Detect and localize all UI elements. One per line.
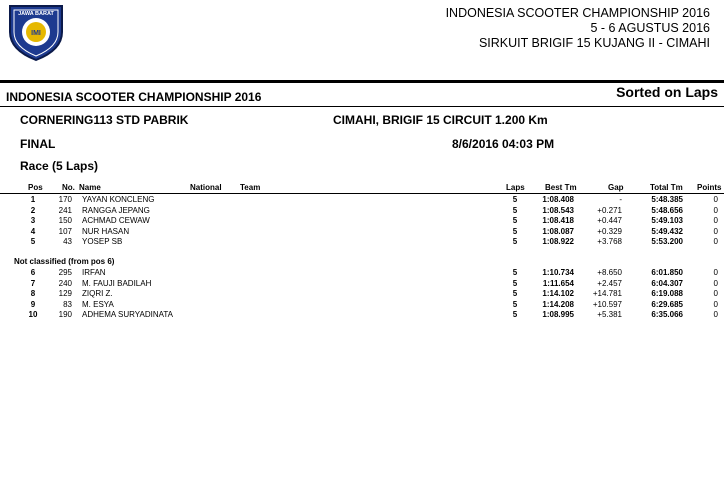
cell-name: M. FAUJI BADILAH — [82, 278, 152, 288]
col-laps: Laps — [506, 183, 525, 192]
cell-total: 6:19.088 — [651, 289, 683, 298]
logo-banner-text: JAWA BARAT — [18, 11, 54, 17]
cell-laps: 5 — [512, 205, 518, 215]
cell-laps: 5 — [512, 278, 518, 288]
cell-total: 6:01.850 — [651, 268, 683, 277]
cell-name: IRFAN — [82, 268, 106, 277]
cell-no: 241 — [58, 205, 72, 215]
cell-pos: 2 — [30, 205, 36, 215]
header-divider — [0, 80, 724, 83]
cell-best: 1:14.102 — [542, 289, 574, 298]
event-header — [446, 6, 710, 51]
cell-gap: +5.381 — [597, 310, 622, 319]
cell-gap: +0.271 — [597, 205, 622, 215]
cell-points: 0 — [713, 289, 718, 298]
cell-gap: +0.447 — [597, 216, 622, 225]
cell-no: 170 — [58, 195, 72, 204]
cell-points: 0 — [713, 226, 718, 236]
cell-laps: 5 — [512, 216, 518, 225]
session-datetime: 8/6/2016 04:03 PM — [452, 137, 555, 151]
cell-pos: 7 — [30, 278, 36, 288]
col-no: No. — [62, 183, 75, 192]
cell-gap: +2.457 — [597, 278, 622, 288]
cell-no: 190 — [58, 310, 72, 319]
cell-points: 0 — [713, 195, 718, 204]
page-title: INDONESIA SCOOTER CHAMPIONSHIP 2016 — [6, 90, 262, 104]
session-name: FINAL — [20, 137, 56, 151]
not-classified-label: Not classified (from pos 6) — [14, 257, 115, 266]
col-total: Total Tm — [650, 183, 683, 192]
cell-no: 107 — [58, 226, 72, 236]
cell-points: 0 — [713, 299, 718, 309]
cell-pos: 4 — [30, 226, 36, 236]
class-name: CORNERING113 STD PABRIK — [20, 113, 189, 127]
cell-best: 1:08.087 — [542, 226, 574, 236]
cell-name: RANGGA JEPANG — [82, 205, 150, 215]
col-name: Name — [79, 183, 101, 192]
col-points: Points — [697, 183, 722, 192]
event-header-line3: SIRKUIT BRIGIF 15 KUJANG II - CIMAHI — [478, 36, 710, 50]
cell-pos: 1 — [30, 195, 36, 204]
cell-pos: 5 — [30, 237, 36, 246]
cell-no: 150 — [58, 216, 72, 225]
cell-laps: 5 — [512, 268, 518, 277]
cell-name: ACHMAD CEWAW — [82, 216, 150, 225]
cell-best: 1:08.418 — [542, 216, 574, 225]
cell-best: 1:11.654 — [542, 278, 574, 288]
cell-no: 295 — [58, 268, 72, 277]
cell-no: 43 — [63, 237, 72, 246]
cell-best: 1:14.208 — [542, 299, 574, 309]
cell-laps: 5 — [512, 289, 518, 298]
cell-total: 5:49.432 — [651, 226, 683, 236]
table-header-divider — [0, 193, 724, 194]
cell-no: 129 — [58, 289, 72, 298]
cell-gap: +10.597 — [592, 299, 622, 309]
cell-points: 0 — [713, 237, 718, 246]
title-divider — [0, 106, 724, 107]
cell-gap: +0.329 — [597, 226, 622, 236]
cell-best: 1:08.408 — [542, 195, 574, 204]
event-header-line1: INDONESIA SCOOTER CHAMPIONSHIP 2016 — [445, 6, 710, 20]
cell-name: YOSEP SB — [82, 237, 123, 246]
cell-laps: 5 — [512, 310, 518, 319]
cell-total: 5:49.103 — [651, 216, 683, 225]
cell-gap: +14.781 — [592, 289, 622, 298]
cell-laps: 5 — [512, 299, 518, 309]
race-laps: Race (5 Laps) — [20, 159, 99, 173]
cell-pos: 3 — [30, 216, 36, 225]
cell-points: 0 — [713, 216, 718, 225]
circuit-name: CIMAHI, BRIGIF 15 CIRCUIT 1.200 Km — [333, 113, 548, 127]
cell-best: 1:08.543 — [542, 205, 574, 215]
cell-name: NUR HASAN — [82, 226, 130, 236]
cell-pos: 9 — [30, 299, 36, 309]
cell-points: 0 — [713, 310, 718, 319]
cell-no: 83 — [63, 299, 72, 309]
cell-points: 0 — [713, 205, 718, 215]
cell-pos: 10 — [28, 310, 38, 319]
cell-best: 1:10.734 — [542, 268, 574, 277]
cell-name: M. ESYA — [82, 299, 114, 309]
cell-pos: 6 — [30, 268, 36, 277]
cell-gap: +8.650 — [597, 268, 622, 277]
cell-laps: 5 — [512, 226, 518, 236]
cell-total: 6:04.307 — [651, 278, 683, 288]
col-national: National — [190, 183, 222, 192]
event-header-line2: 5 - 6 AGUSTUS 2016 — [590, 21, 710, 35]
cell-points: 0 — [713, 268, 718, 277]
imi-jawa-barat-logo — [4, 2, 68, 62]
cell-laps: 5 — [512, 237, 518, 246]
cell-total: 6:35.066 — [651, 310, 683, 319]
cell-laps: 5 — [512, 195, 518, 204]
cell-total: 5:48.385 — [651, 195, 683, 204]
cell-gap: +3.768 — [597, 237, 622, 246]
logo-letters: IMI — [31, 30, 41, 37]
cell-total: 6:29.685 — [651, 299, 683, 309]
col-gap: Gap — [608, 183, 624, 192]
cell-name: ZIQRI Z. — [82, 289, 113, 298]
cell-name: YAYAN KONCLENG — [82, 195, 155, 204]
cell-pos: 8 — [30, 289, 36, 298]
cell-points: 0 — [713, 278, 718, 288]
cell-gap: - — [619, 195, 622, 204]
sort-label: Sorted on Laps — [616, 84, 718, 100]
cell-total: 5:48.656 — [651, 205, 683, 215]
cell-total: 5:53.200 — [651, 237, 683, 246]
col-pos: Pos — [28, 183, 43, 192]
col-best: Best Tm — [545, 183, 577, 192]
col-team: Team — [240, 183, 261, 192]
cell-name: ADHEMA SURYADINATA — [82, 310, 173, 319]
cell-no: 240 — [58, 278, 72, 288]
cell-best: 1:08.922 — [542, 237, 574, 246]
cell-best: 1:08.995 — [542, 310, 574, 319]
